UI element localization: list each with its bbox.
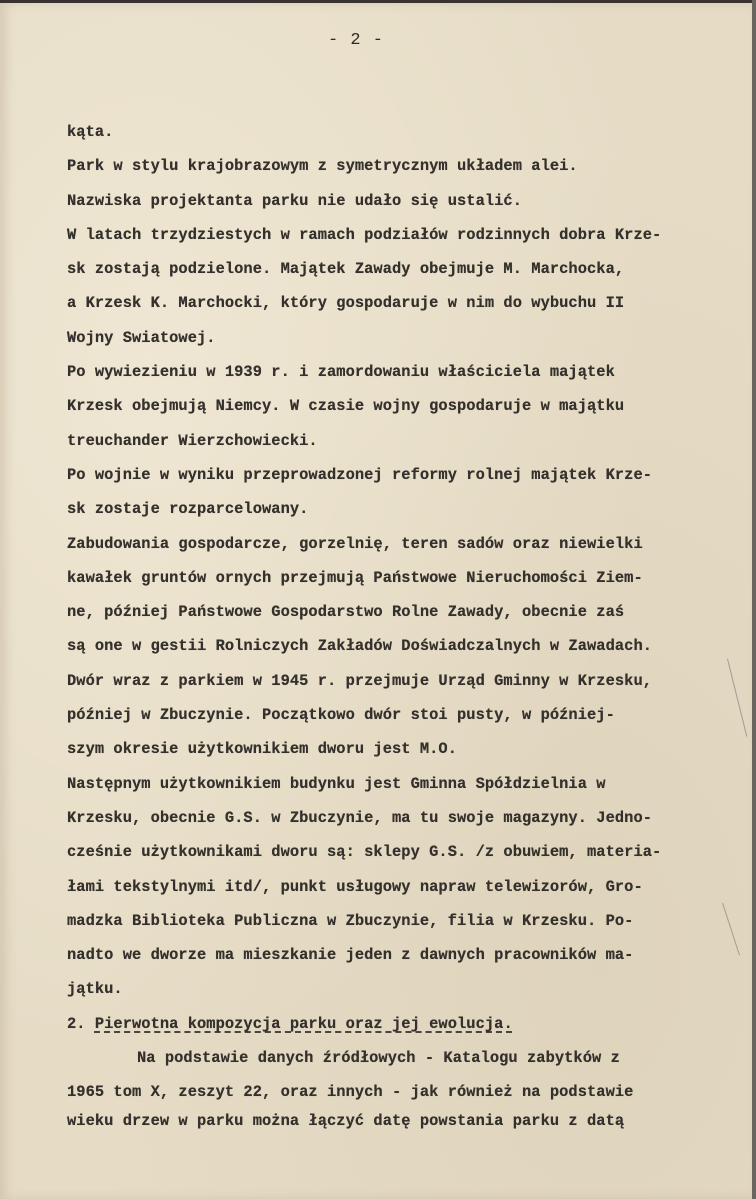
text-line: są one w gestii Rolniczych Zakładów Doświadczalnych w Zawadach. [67,637,653,656]
text-line: kawałek gruntów ornych przejmują Państwowe Nieruchomości Ziem- [67,568,643,587]
text-line: Po wojnie w wyniku przeprowadzonej reformy rolnej majątek Krze- [67,465,653,484]
section-heading [67,1007,717,1041]
scan-edge [752,0,756,1199]
page-number: - 2 - [327,31,384,50]
text-line: treuchander Wierzchowiecki. [67,431,318,450]
text-line: Następnym użytkownikiem budynku jest Gminna Spółdzielnia w [67,774,606,793]
text-line: Krzesk obejmują Niemcy. W czasie wojny gospodaruje w majątku [67,397,625,416]
text-line: madzka Biblioteka Publiczna w Zbuczynie, filia w Krzesku. Po- [67,911,634,930]
text-line: szym okresie użytkownikiem dworu jest M.O. [67,740,458,759]
text-line: sk zostaje rozparcelowany. [67,500,309,519]
pencil-mark [722,903,740,956]
section-number: 2. [67,1014,95,1033]
text-line: łami tekstylnymi itd/, punkt usługowy napraw telewizorów, Gro- [67,877,643,896]
text-line: Krzesku, obecnie G.S. w Zbuczynie, ma tu swoje magazyny. Jedno- [67,808,653,827]
text-line: Dwór wraz z parkiem w 1945 r. przejmuje Urząd Gminny w Krzesku, [67,671,653,690]
text-line: Wojny Swiatowej. [67,328,216,347]
text-line: kąta. [67,123,114,141]
text-line: sk zostają podzielone. Majątek Zawady obejmuje M. Marchocka, [67,260,625,279]
text-line: Zabudowania gospodarcze, gorzelnię, teren sadów oraz niewielki [67,534,643,553]
text-line: jątku. [67,980,123,999]
text-line: cześnie użytkownikami dworu są: sklepy G.S. /z obuwiem, materia- [67,843,662,862]
paragraph-line: 1965 tom X, zeszyt 22, oraz innych - jak również na podstawie [67,1083,634,1102]
document-page [0,3,752,1199]
paragraph-line: wieku drzew w parku można łączyć datę powstania parku z datą [67,1111,625,1130]
text-line: Po wywiezieniu w 1939 r. i zamordowaniu właściciela majątek [67,363,615,382]
document-body [67,115,717,1138]
section-title: Pierwotna kompozycja parku oraz jej ewolucja. [94,1014,513,1033]
text-line: nadto we dworze ma mieszkanie jeden z dawnych pracowników ma- [67,946,634,965]
text-line: później w Zbuczynie. Początkowo dwór stoi pusty, w później- [67,706,615,725]
paragraph-line: Na podstawie danych źródłowych - Katalogu zabytków z [137,1049,620,1068]
text-line: a Krzesk K. Marchocki, który gospodaruje w nim do wybuchu II [67,294,625,313]
pencil-mark [727,659,747,737]
text-line: Park w stylu krajobrazowym z symetrycznym układem alei. [67,157,578,176]
text-line: Nazwiska projektanta parku nie udało się ustalić. [67,191,523,210]
text-line: W latach trzydziestych w ramach podziałów rodzinnych dobra Krze- [67,225,662,244]
text-line: ne, później Państwowe Gospodarstwo Rolne Zawady, obecnie zaś [67,603,625,622]
